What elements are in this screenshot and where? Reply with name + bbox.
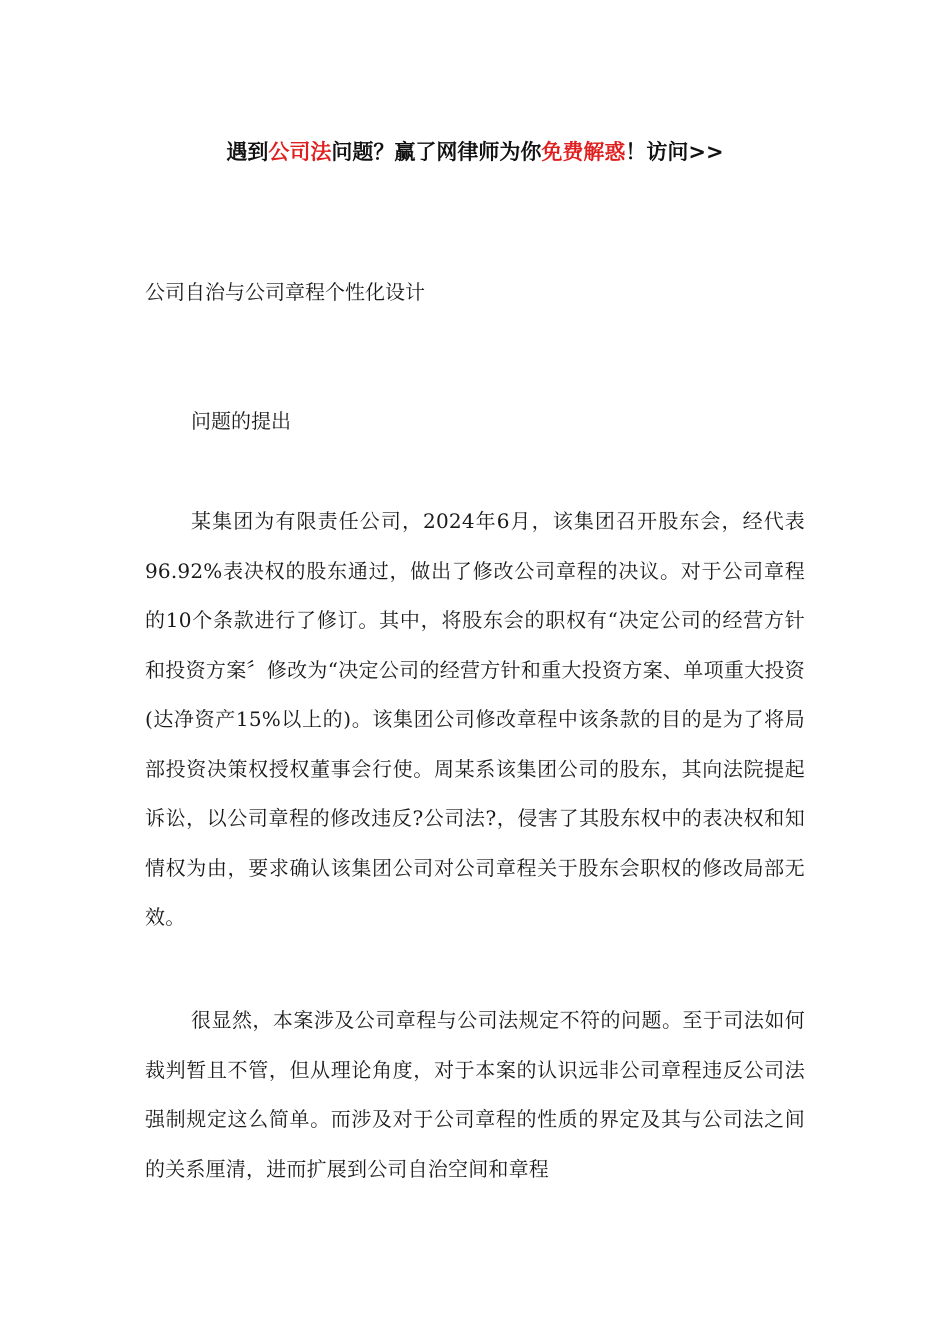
- document-title: 公司自治与公司章程个性化设计: [145, 280, 425, 304]
- section-heading: 问题的提出: [191, 409, 291, 433]
- body-paragraph-1: 某集团为有限责任公司，2024年6月，该集团召开股东会，经代表96.92%表决权的股东通过，做出了修改公司章程的决议。对于公司章程的10个条款进行了修订。其中，将股东会的职权有“决定公司的经营方针和投资方案〞修改为“决定公司的经营方针和重大投资方案、单项重大投资(达净资产15%以上的)。该集团公司修改章程中该条款的目的是为了将局部投资决策权授权董事会行使。周某系该集团公司的股东，其向法院提起诉讼，以公司章程的修改违反?公司法?，侵害了其股东权中的表决权和知情权为由，要求确认该集团公司对公司章程关于股东会职权的修改局部无效。: [145, 509, 805, 929]
- promo-banner[interactable]: [0, 137, 950, 167]
- banner-highlight-company-law: 公司法: [268, 140, 332, 164]
- banner-text-part1: 遇到: [226, 140, 269, 164]
- body-paragraph-2: 很显然，本案涉及公司章程与公司法规定不符的问题。至于司法如何裁判暂且不管，但从理论角度，对于本案的认识远非公司章程违反公司法强制规定这么简单。而涉及对于公司章程的性质的界定及其与公司法之间的关系厘清，进而扩展到公司自治空间和章程: [145, 1008, 805, 1181]
- banner-text-part2: 问题？赢了网律师为你: [331, 140, 542, 164]
- banner-visit-link[interactable]: ！访问>>: [625, 140, 724, 164]
- banner-highlight-free-answer: 免费解惑: [541, 140, 626, 164]
